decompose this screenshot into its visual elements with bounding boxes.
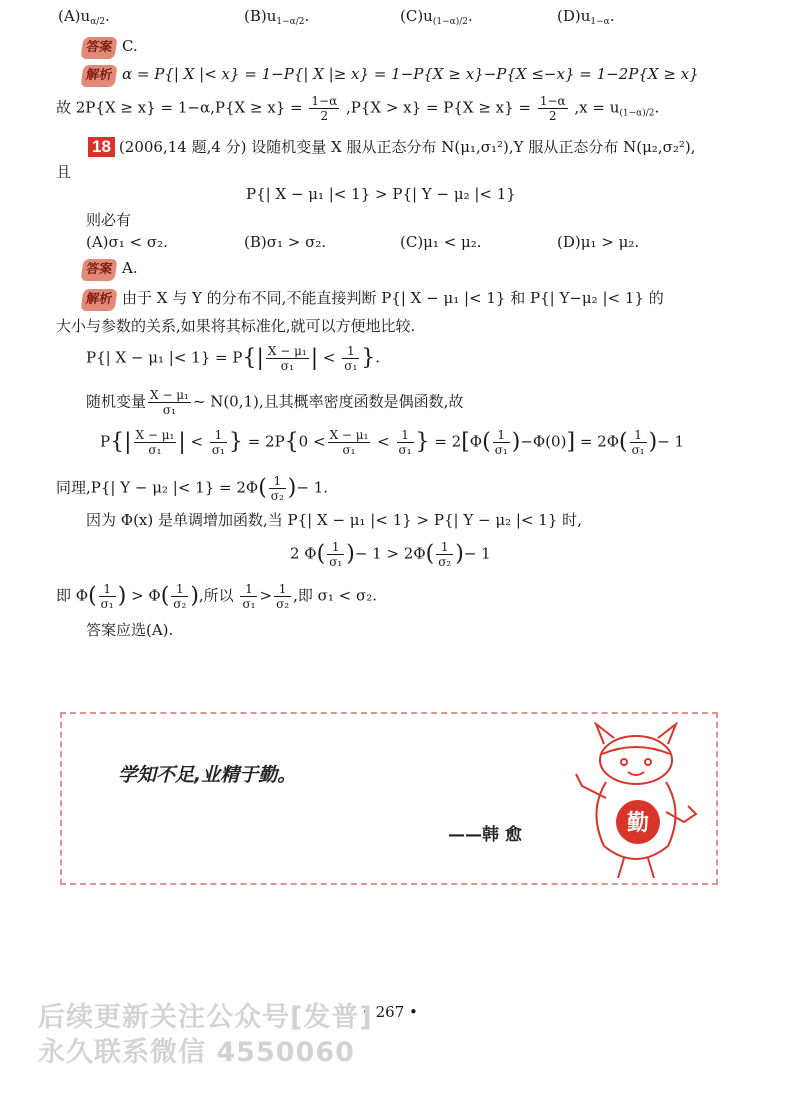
- analysis-line10: 答案应选(A).: [86, 621, 174, 639]
- analysis-line9: 即 Φ( $\frac{1}{\text{σ₁}}$ ) > Φ( $\frac{1}{\text{σ₂}}$ ),所以 $\frac{1}{\text{σ₁}}$ > $\frac{1}{\text{σ₂}}$ ,即 σ₁ < σ₂.: [56, 582, 377, 611]
- page-number: • 267 •: [362, 1003, 418, 1021]
- analysis-line8: 2 Φ( $\frac{1}{\text{σ₁}}$ )− 1 > 2Φ( $\frac{1}{\text{σ₂}}$ )− 1: [290, 540, 491, 569]
- analysis-line5: P{| $\frac{\text{X − μ₁}}{\text{σ₁}}$ | < $\frac{1}{\text{σ₁}}$ } = 2P{0 < $\frac{\text{X − μ₁}}{\text{σ₁}}$ < $\frac{1}{\text{σ₁}}$ } = 2[Φ( $\frac{1}{\text{σ₁}}$ )−Φ(0)] = 2Φ( $\frac{1}{\text{σ₁}}$ )− 1: [100, 428, 685, 457]
- watermark-line1: 后续更新关注公众号[发普]: [38, 1002, 373, 1033]
- prev-analysis-line1: 解析 α = P{| X |< x} = 1−P{| X |≥ x} = 1−P{X ≥ x}−P{X ≤−x} = 1−2P{X ≥ x}: [82, 64, 699, 87]
- analysis-line6: 同理,P{| Y − μ₂ |< 1} = 2Φ( $\frac{1}{\text{σ₂}}$ )− 1.: [56, 474, 329, 503]
- problem-line2: 且: [56, 163, 72, 181]
- answer-line: 答案 A.: [82, 258, 138, 281]
- option-b: (B)σ₁ > σ₂.: [244, 233, 327, 251]
- analysis-line4: 随机变量 $\frac{\text{X − μ₁}}{\text{σ₁}}$ ~ N(0,1),且其概率密度函数是偶函数,故: [86, 388, 464, 417]
- option-a: (A)σ₁ < σ₂.: [86, 233, 168, 251]
- stamp-text: 勤: [626, 811, 650, 836]
- option-d: (D)μ₁ > μ₂.: [557, 233, 640, 251]
- prev-option-b: $(B)u_{1-\alpha/2}$.: [244, 7, 310, 27]
- problem-line3: 则必有: [86, 211, 132, 229]
- problem-line1: 18 (2006,14 题,4 分) 设随机变量 X 服从正态分布 N(μ₁,σ₁²),Y 服从正态分布 N(μ₂,σ₂²),: [88, 137, 695, 157]
- answer-label: 答案: [80, 259, 117, 281]
- watermark-line2: 永久联系微信 4550060: [38, 1037, 355, 1068]
- quote-author: ——韩 愈: [448, 825, 522, 845]
- mascot-illustration: [566, 722, 706, 882]
- problem-number: 18: [88, 137, 115, 157]
- option-c: (C)μ₁ < μ₂.: [400, 233, 482, 251]
- problem-condition: P{| X − μ₁ |< 1} > P{| Y − μ₂ |< 1}: [246, 185, 516, 203]
- analysis-line3: P{| X − μ₁ |< 1} = P{| $\frac{\text{X − μ₁}}{\text{σ₁}}$ | < $\frac{1}{\text{σ₁}}$ }.: [86, 344, 381, 373]
- prev-analysis-line2: 故 2P{X ≥ x} = 1−α,P{X ≥ x} = $\frac{1-\alpha}{2}$ ,P{X > x} = P{X ≥ x} = $\frac{1-\alpha}{2}$ $,x = u_{(1-\alpha)/2}$.: [56, 94, 660, 123]
- prev-option-a: $(A)u_{\alpha/2}$.: [58, 7, 110, 27]
- fraction: $\frac{1-\alpha}{2}$: [539, 94, 566, 123]
- fraction: $\frac{1-\alpha}{2}$: [311, 94, 338, 123]
- prev-option-c: $(C)u_{(1-\alpha)/2}$.: [400, 7, 473, 27]
- prev-option-d: $(D)u_{1-\alpha}$.: [557, 7, 615, 27]
- analysis-label: 解析: [80, 65, 117, 87]
- analysis-line1: 解析 由于 X 与 Y 的分布不同,不能直接判断 P{| X − μ₁ |< 1} 和 P{| Y−μ₂ |< 1} 的: [82, 288, 664, 311]
- analysis-line7: 因为 Φ(x) 是单调增加函数,当 P{| X − μ₁ |< 1} > P{| Y − μ₂ |< 1} 时,: [86, 511, 582, 529]
- answer-label: 答案: [80, 37, 117, 59]
- analysis-label: 解析: [80, 289, 117, 311]
- analysis-line2: 大小与参数的关系,如果将其标准化,就可以方便地比较.: [56, 317, 416, 335]
- quote-text: 学知不足,业精于勤。: [118, 764, 297, 786]
- prev-answer-line: 答案 C.: [82, 36, 138, 59]
